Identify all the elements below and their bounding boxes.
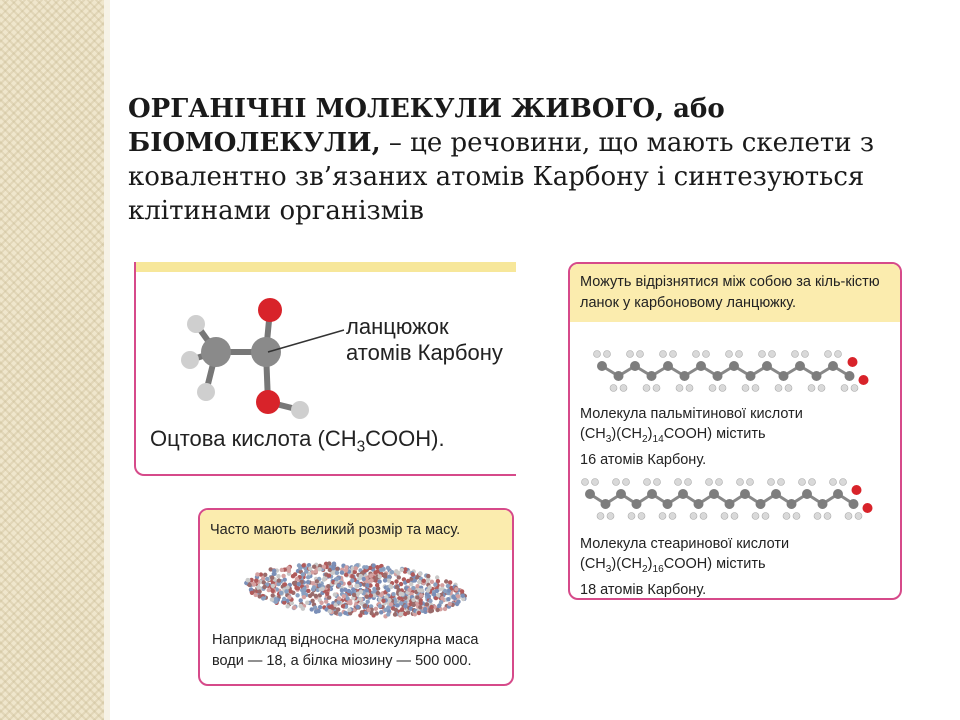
hydrogen-atom bbox=[768, 479, 775, 486]
carbon-atom bbox=[647, 371, 657, 381]
hydrogen-atom bbox=[808, 385, 815, 392]
stearic-line3: 18 атомів Карбону. bbox=[580, 581, 707, 598]
name-prefix: Оцтова кислота (CH bbox=[150, 426, 357, 451]
hydrogen-atom bbox=[181, 351, 199, 369]
hydrogen-atom bbox=[187, 315, 205, 333]
hydrogen-atom bbox=[809, 479, 816, 486]
carbon-atom bbox=[756, 499, 766, 509]
hydrogen-atom bbox=[628, 513, 635, 520]
hydrogen-atom bbox=[830, 479, 837, 486]
hydrogen-atom bbox=[637, 351, 644, 358]
hydrogen-atom bbox=[778, 479, 785, 486]
carbon-atom bbox=[680, 371, 690, 381]
stearic-acid-molecule bbox=[580, 470, 890, 530]
oxygen-atom bbox=[258, 298, 282, 322]
hydrogen-atom bbox=[818, 385, 825, 392]
hydrogen-atom bbox=[592, 479, 599, 486]
label-line2: атомів Карбону bbox=[346, 340, 503, 365]
carbon-chain-label bbox=[346, 314, 503, 366]
carbon-atom bbox=[585, 489, 595, 499]
carbon-atom bbox=[787, 499, 797, 509]
hydrogen-atom bbox=[604, 351, 611, 358]
palmitic-line1: Молекула пальмітинової кислоти bbox=[580, 406, 803, 422]
carbon-atom bbox=[771, 489, 781, 499]
oxygen-atom bbox=[859, 375, 869, 385]
decorative-left-strip bbox=[0, 0, 104, 720]
acetic-acid-name bbox=[150, 426, 445, 456]
hydrogen-atom bbox=[775, 385, 782, 392]
hydrogen-atom bbox=[855, 513, 862, 520]
hydrogen-atom bbox=[686, 385, 693, 392]
carbon-atom bbox=[713, 371, 723, 381]
oxygen-atom bbox=[848, 357, 858, 367]
hydrogen-atom bbox=[802, 351, 809, 358]
fatty-acids-card bbox=[568, 262, 902, 600]
hydrogen-atom bbox=[759, 351, 766, 358]
carbon-atom bbox=[828, 361, 838, 371]
stearic-caption bbox=[580, 534, 789, 600]
carbon-atom bbox=[779, 371, 789, 381]
hydrogen-atom bbox=[613, 479, 620, 486]
carbon-atom bbox=[709, 489, 719, 499]
carbon-atom bbox=[802, 489, 812, 499]
hydrogen-atom bbox=[825, 351, 832, 358]
definition-rest: – це речовини, що мають скелети з ковалентно зв’язаних атомів Карбону і синтезуються клітинами організмів bbox=[128, 128, 875, 226]
hydrogen-atom bbox=[840, 479, 847, 486]
carbon-atom bbox=[678, 489, 688, 499]
hydrogen-atom bbox=[623, 479, 630, 486]
hydrogen-atom bbox=[659, 513, 666, 520]
carbon-atom bbox=[630, 361, 640, 371]
hydrogen-atom bbox=[742, 385, 749, 392]
hydrogen-atom bbox=[736, 351, 743, 358]
carbon-atom bbox=[251, 337, 281, 367]
large-molecule-header: Часто мають великий розмір та масу. bbox=[200, 510, 512, 550]
carbon-atom bbox=[849, 499, 859, 509]
hydrogen-atom bbox=[676, 385, 683, 392]
hydrogen-atom bbox=[675, 479, 682, 486]
hydrogen-atom bbox=[620, 385, 627, 392]
hydrogen-atom bbox=[703, 351, 710, 358]
hydrogen-atom bbox=[783, 513, 790, 520]
hydrogen-atom bbox=[835, 351, 842, 358]
hydrogen-atom bbox=[716, 479, 723, 486]
mass-line1: Наприклад відносна молекулярна маса bbox=[212, 632, 479, 648]
hydrogen-atom bbox=[197, 383, 215, 401]
acetic-acid-card bbox=[134, 262, 516, 476]
hydrogen-atom bbox=[690, 513, 697, 520]
carbon-atom bbox=[696, 361, 706, 371]
hydrogen-atom bbox=[721, 513, 728, 520]
label-line1: ланцюжок bbox=[346, 314, 449, 339]
hydrogen-atom bbox=[597, 513, 604, 520]
palmitic-line3: 16 атомів Карбону. bbox=[580, 451, 707, 468]
hydrogen-atom bbox=[644, 479, 651, 486]
carbon-atom bbox=[729, 361, 739, 371]
oxygen-atom bbox=[863, 503, 873, 513]
carbon-atom bbox=[812, 371, 822, 381]
carbon-atom bbox=[663, 499, 673, 509]
hydrogen-atom bbox=[582, 479, 589, 486]
hydrogen-atom bbox=[799, 479, 806, 486]
name-suffix: COOH). bbox=[365, 426, 445, 451]
carbon-atom bbox=[647, 489, 657, 499]
stearic-line1: Молекула стеаринової кислоти bbox=[580, 536, 790, 552]
mass-line2: води — 18, а білка міозину — 500 000. bbox=[212, 653, 472, 669]
hydrogen-atom bbox=[769, 351, 776, 358]
hydrogen-atom bbox=[709, 385, 716, 392]
card-top-band bbox=[136, 262, 516, 272]
carbon-atom bbox=[614, 371, 624, 381]
palmitic-acid-molecule bbox=[590, 342, 890, 402]
hydrogen-atom bbox=[737, 479, 744, 486]
carbon-atom bbox=[795, 361, 805, 371]
hydrogen-atom bbox=[700, 513, 707, 520]
myosin-protein-image bbox=[236, 552, 476, 628]
hydrogen-atom bbox=[726, 351, 733, 358]
strip-edge bbox=[104, 0, 110, 720]
hydrogen-atom bbox=[670, 351, 677, 358]
hydrogen-atom bbox=[752, 385, 759, 392]
carbon-atom bbox=[601, 499, 611, 509]
hydrogen-atom bbox=[731, 513, 738, 520]
carbon-atom bbox=[201, 337, 231, 367]
stearic-formula: $(CH_3)(CH_2)_{16}COOH$) містить bbox=[580, 556, 766, 575]
hydrogen-atom bbox=[654, 479, 661, 486]
carbon-atom bbox=[694, 499, 704, 509]
hydrogen-atom bbox=[594, 351, 601, 358]
carbon-atom bbox=[616, 489, 626, 499]
carbon-atom bbox=[597, 361, 607, 371]
oxygen-atom bbox=[256, 390, 280, 414]
hydrogen-atom bbox=[785, 385, 792, 392]
hydrogen-atom bbox=[719, 385, 726, 392]
hydrogen-atom bbox=[653, 385, 660, 392]
fatty-acids-header: Можуть відрізнятися між собою за кіль-кістю ланок у карбоновому ланцюжку. bbox=[570, 264, 900, 322]
carbon-atom bbox=[762, 361, 772, 371]
carbon-atom bbox=[632, 499, 642, 509]
palmitic-caption bbox=[580, 404, 803, 470]
hydrogen-atom bbox=[841, 385, 848, 392]
large-molecule-card bbox=[198, 508, 514, 686]
mass-caption bbox=[212, 630, 478, 672]
hydrogen-atom bbox=[814, 513, 821, 520]
hydrogen-atom bbox=[607, 513, 614, 520]
carbon-atom bbox=[725, 499, 735, 509]
palmitic-formula: $(CH_3)(CH_2)_{14}COOH$) містить bbox=[580, 426, 766, 445]
definition-bold: ОРГАНІЧНІ МОЛЕКУЛИ ЖИВОГО, або БІОМОЛЕКУЛИ, bbox=[128, 94, 725, 158]
oxygen-atom bbox=[852, 485, 862, 495]
hydrogen-atom bbox=[685, 479, 692, 486]
hydrogen-atom bbox=[638, 513, 645, 520]
hydrogen-atom bbox=[643, 385, 650, 392]
hydrogen-atom bbox=[627, 351, 634, 358]
hydrogen-atom bbox=[851, 385, 858, 392]
hydrogen-atom bbox=[610, 385, 617, 392]
carbon-atom bbox=[845, 371, 855, 381]
hydrogen-atom bbox=[693, 351, 700, 358]
hydrogen-atom bbox=[660, 351, 667, 358]
hydrogen-atom bbox=[845, 513, 852, 520]
definition-text bbox=[128, 92, 948, 228]
hydrogen-atom bbox=[752, 513, 759, 520]
hydrogen-atom bbox=[291, 401, 309, 419]
hydrogen-atom bbox=[824, 513, 831, 520]
hydrogen-atom bbox=[669, 513, 676, 520]
hydrogen-atom bbox=[792, 351, 799, 358]
carbon-atom bbox=[740, 489, 750, 499]
hydrogen-atom bbox=[762, 513, 769, 520]
carbon-atom bbox=[833, 489, 843, 499]
hydrogen-atom bbox=[747, 479, 754, 486]
carbon-atom bbox=[818, 499, 828, 509]
carbon-atom bbox=[746, 371, 756, 381]
hydrogen-atom bbox=[793, 513, 800, 520]
name-sub: 3 bbox=[356, 438, 366, 456]
hydrogen-atom bbox=[706, 479, 713, 486]
carbon-atom bbox=[663, 361, 673, 371]
